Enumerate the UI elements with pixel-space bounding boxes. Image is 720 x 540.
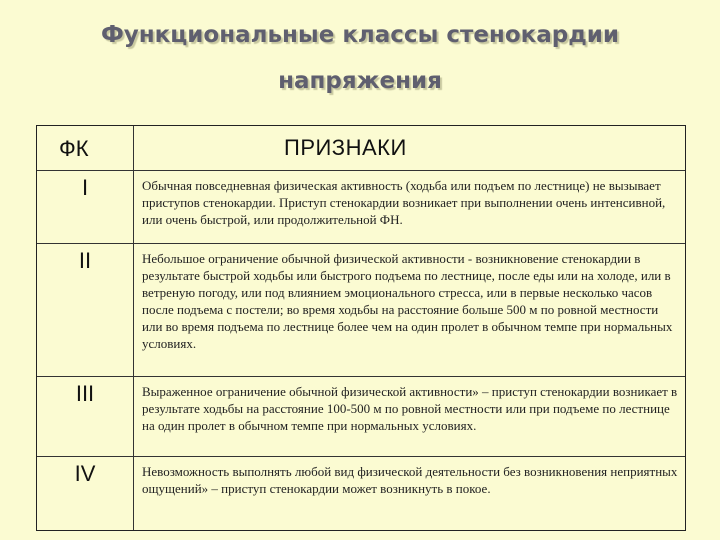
description-cell: Обычная повседневная физическая активность (ходьба или подъем по лестнице) не вызывает приступов стенокардии. Приступ стенокардии возникает при выполнении очень интенсивной, или очень быстрой, или продолжительной ФН. xyxy=(142,178,666,227)
class-cell: I xyxy=(81,175,89,200)
header-signs: ПРИЗНАКИ xyxy=(284,135,407,160)
description-cell: Выраженное ограничение обычной физической активности» – приступ стенокардии возникает в результате ходьбы на расстояние 100-500 м по ровной местности или при подъеме по лестнице на один пролет в обычном темпе при нормальных условиях. xyxy=(142,384,678,433)
description-cell: Невозможность выполнять любой вид физической деятельности без возникновения неприятных ощущений» – приступ стенокардии может возникнуть в покое. xyxy=(142,464,678,496)
angina-classes-table xyxy=(36,125,686,531)
slide-title-line-2: напряжения xyxy=(278,68,442,94)
class-cell: IV xyxy=(74,461,96,486)
slide-title-line-1: Функциональные классы стенокардии xyxy=(100,22,620,48)
description-cell: Небольшое ограничение обычной физической активности - возникновение стенокардии в результате быстрой ходьбы или быстрого подъема по лестнице, после еды или на холоде, или в ветреную погоду, или под влиянием эмоционального стресса, или в первые несколько часов после подъема с постели; во время ходьбы на расстояние больше 500 м по ровной местности или во время подъема по лестнице более чем на один пролет в обычном темпе при нормальных условиях. xyxy=(142,251,673,351)
class-cell: III xyxy=(75,381,95,406)
slide-title xyxy=(0,12,720,104)
header-fk: ФК xyxy=(59,136,89,161)
class-cell: II xyxy=(78,248,92,273)
